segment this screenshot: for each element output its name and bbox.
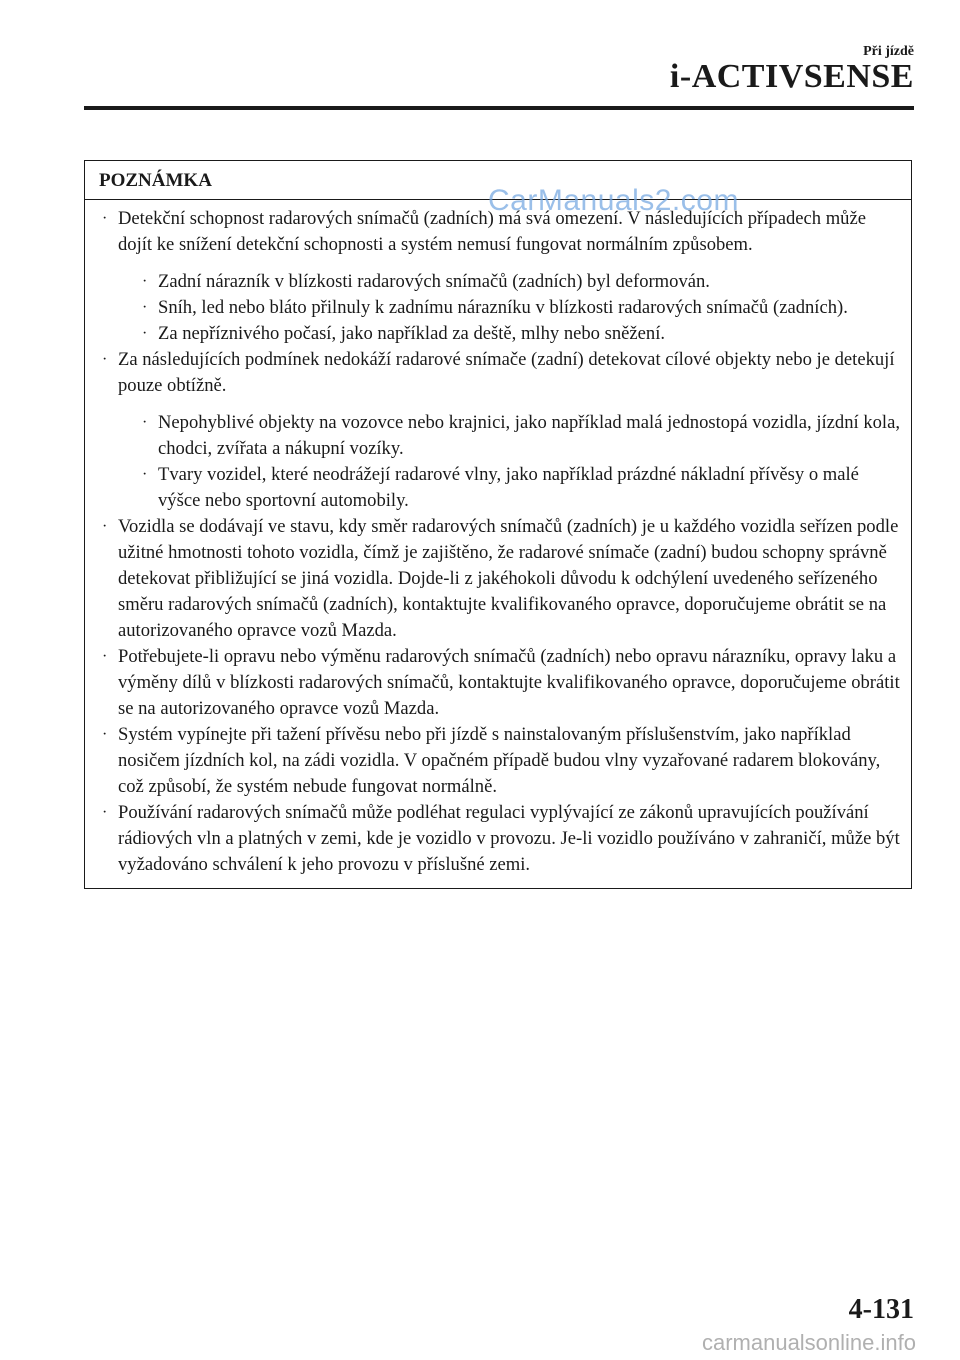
bullet-icon: · bbox=[102, 518, 108, 535]
sub-item bbox=[118, 321, 901, 347]
bullet-icon: · bbox=[142, 414, 148, 431]
bullet-icon: · bbox=[142, 466, 148, 483]
bullet-icon: · bbox=[102, 804, 108, 821]
sub-list bbox=[118, 269, 901, 347]
note-box bbox=[84, 160, 912, 889]
note-body bbox=[85, 200, 911, 888]
note-item bbox=[97, 347, 901, 514]
note-item-text: Systém vypínejte při tažení přívěsu nebo při jízdě s nainstalovaným příslušenstvím, jako například nosičem jízdních kol, na zádi vozidla. V opačném případě budou vlny vyzařované radarem blokovány, což způsobí, že systém nebude fungovat normálně. bbox=[118, 724, 881, 797]
sub-item-text: Sníh, led nebo bláto přilnuly k zadnímu nárazníku v blízkosti radarových snímačů (zadních). bbox=[158, 297, 848, 318]
bullet-icon: · bbox=[102, 210, 108, 227]
bullet-icon: · bbox=[102, 726, 108, 743]
note-item-text: Za následujících podmínek nedokáží radarové snímače (zadní) detekovat cílové objekty nebo je detekují pouze obtížně. bbox=[118, 349, 895, 396]
sub-item-text: Tvary vozidel, které neodrážejí radarové vlny, jako například prázdné nákladní přívěsy o malé výšce nebo sportovní automobily. bbox=[158, 464, 859, 511]
bullet-icon: · bbox=[102, 648, 108, 665]
note-item bbox=[97, 514, 901, 644]
note-item-text: Detekční schopnost radarových snímačů (zadních) má svá omezení. V následujících případech může dojít ke snížení detekční schopnosti a systém nemusí fungovat normálním způsobem. bbox=[118, 208, 866, 255]
note-item bbox=[97, 644, 901, 722]
sub-item bbox=[118, 269, 901, 295]
note-item bbox=[97, 722, 901, 800]
note-item-text: Používání radarových snímačů může podléhat regulaci vyplývající ze zákonů upravujících používání rádiových vln a platných v zemi, kde je vozidlo v provozu. Je-li vozidlo používáno v zahraničí, může být vyžadováno schválení k jeho provozu v příslušné zemi. bbox=[118, 802, 900, 875]
chapter-title: i-ACTIVSENSE bbox=[669, 58, 914, 95]
sub-list bbox=[118, 410, 901, 514]
note-item-text: Vozidla se dodávají ve stavu, kdy směr radarových snímačů (zadních) je u každého vozidla seřízen podle užitné hmotnosti tohoto vozidla, čímž je zajištěno, že radarové snímače (zadní) budou schopny správně detekovat přibližující se jiná vozidla. Dojde-li z jakéhokoli důvodu k odchýlení uvedeného seřízeného směru radarových snímačů (zadních), kontaktujte kvalifikovaného opravce, doporučujeme obrátit se na autorizovaného opravce vozů Mazda. bbox=[118, 516, 899, 641]
section-heading: Při jízdě bbox=[863, 44, 914, 59]
bullet-icon: · bbox=[102, 351, 108, 368]
header-divider bbox=[84, 106, 914, 110]
sub-item bbox=[118, 410, 901, 462]
note-item bbox=[97, 800, 901, 878]
footer-watermark: carmanualsonline.info bbox=[701, 1330, 916, 1355]
bullet-icon: · bbox=[142, 325, 148, 342]
bullet-icon: · bbox=[142, 273, 148, 290]
page-number: 4-131 bbox=[848, 1294, 914, 1325]
watermark: CarManuals2.com bbox=[488, 184, 739, 217]
sub-item-text: Za nepříznivého počasí, jako například za deště, mlhy nebo sněžení. bbox=[158, 323, 666, 344]
bullet-icon: · bbox=[142, 299, 148, 316]
note-title: POZNÁMKA bbox=[85, 161, 911, 200]
note-item bbox=[97, 206, 901, 347]
note-item-text: Potřebujete-li opravu nebo výměnu radarových snímačů (zadních) nebo opravu nárazníku, opravy laku a výměny dílů v blízkosti radarových snímačů, kontaktujte kvalifikovaného opravce, doporučujeme obrátit se na autorizovaného opravce vozů Mazda. bbox=[118, 646, 900, 719]
sub-item bbox=[118, 295, 901, 321]
sub-item-text: Nepohyblivé objekty na vozovce nebo krajnici, jako například malá jednostopá vozidla, jízdní kola, chodci, zvířata a nákupní vozíky. bbox=[158, 412, 900, 459]
sub-item bbox=[118, 462, 901, 514]
sub-item-text: Zadní nárazník v blízkosti radarových snímačů (zadních) byl deformován. bbox=[158, 271, 710, 292]
